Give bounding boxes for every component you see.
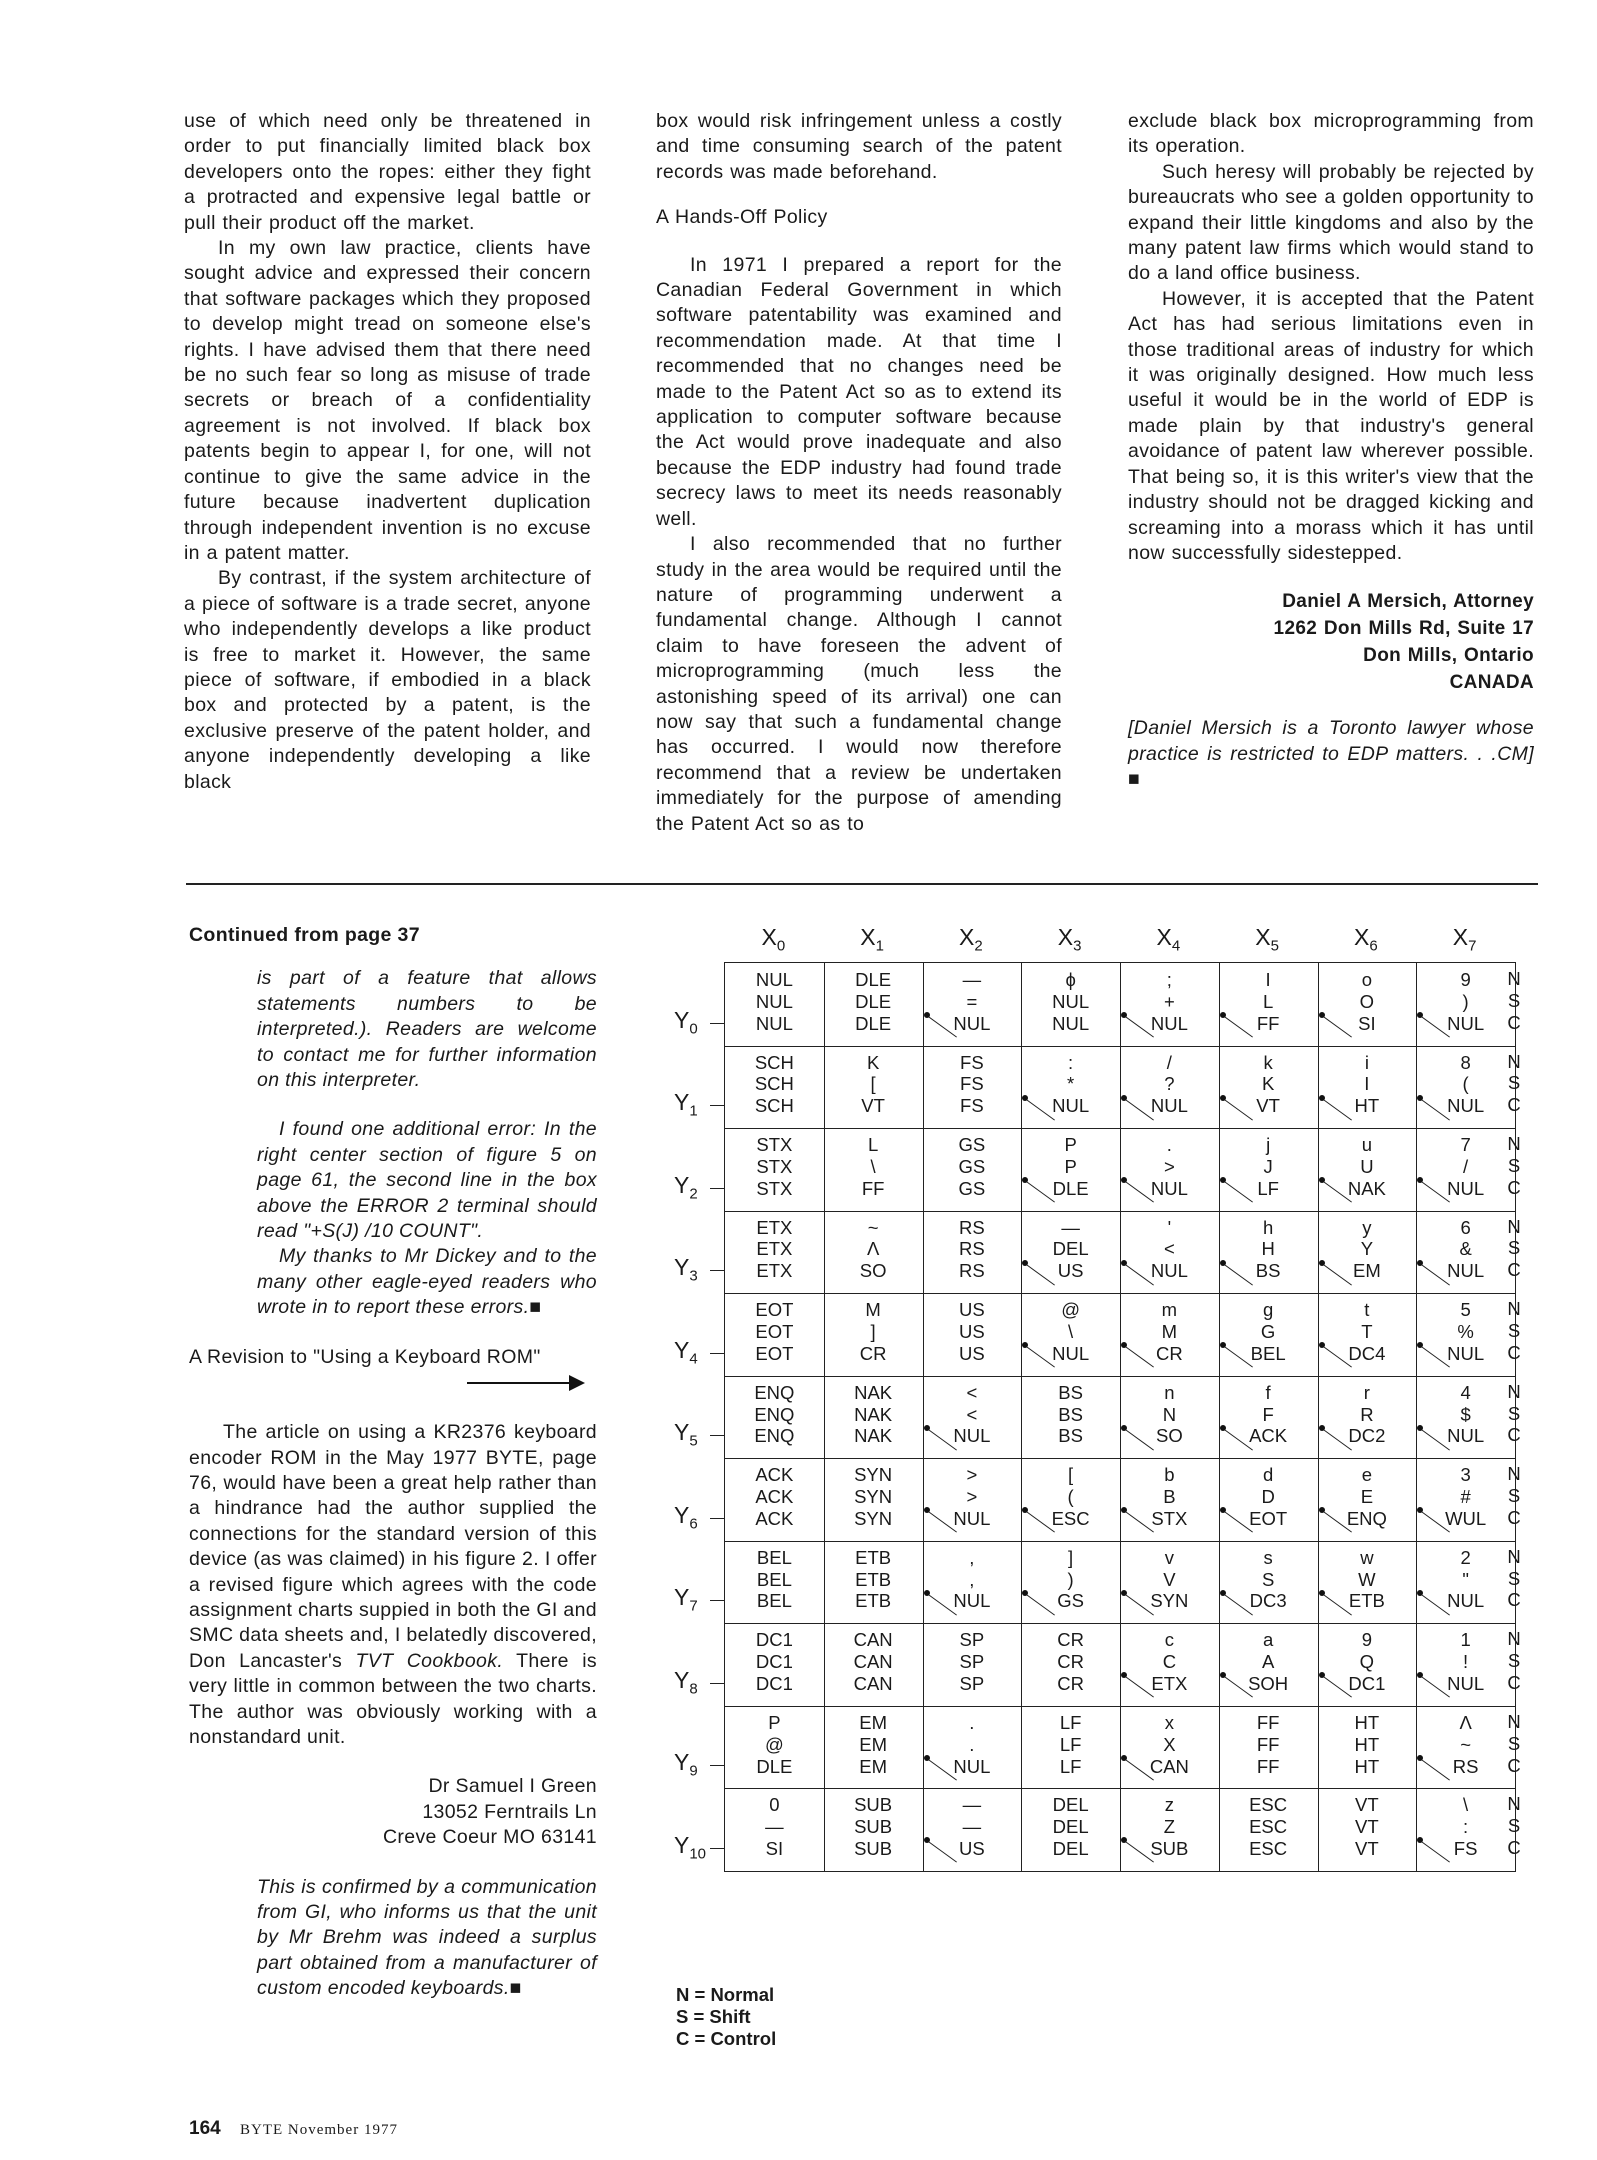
code-cell: t T DC4: [1348, 1299, 1386, 1364]
code-cell: i I HT: [1354, 1051, 1380, 1117]
y-header: $Y_3$: [674, 1254, 698, 1285]
section-divider: [186, 883, 1538, 885]
code-cell: o O SI: [1358, 969, 1376, 1034]
code-cell: NUL NUL NUL: [755, 969, 793, 1034]
code-cell: > > NUL: [953, 1464, 991, 1529]
code-cell: 5 % NUL: [1447, 1299, 1485, 1364]
end-mark-icon: ■: [1128, 768, 1141, 791]
x-header: $X_2$: [959, 924, 983, 955]
code-cell: 3 # WUL: [1445, 1464, 1487, 1529]
code-cell: . > NUL: [1150, 1134, 1188, 1199]
nsc-labels: N S C: [1507, 1380, 1521, 1446]
keyboard-code-figure: [670, 918, 1540, 2058]
quote-paragraph: is part of a feature that allows statements numbers to be interpreted.). Readers are welcome to contact me for further information on this interpreter.: [257, 967, 597, 1092]
code-cell: — = NUL: [953, 969, 991, 1034]
code-cell: ACK ACK ACK: [755, 1464, 794, 1529]
code-cell: STX STX STX: [756, 1134, 793, 1199]
code-cell: BEL BEL BEL: [756, 1546, 792, 1612]
code-cell: h H BS: [1255, 1216, 1281, 1282]
paragraph: exclude black box microprogramming from its operation.: [1128, 110, 1534, 158]
code-cell: d D EOT: [1249, 1464, 1288, 1529]
nsc-labels: N S C: [1507, 1133, 1521, 1198]
code-cell: CR CR CR: [1057, 1629, 1084, 1694]
y-header: $Y_{10}$: [674, 1832, 707, 1863]
code-cell: u U NAK: [1347, 1134, 1386, 1199]
code-cell: @ \ NUL: [1052, 1299, 1090, 1364]
code-cell: g G BEL: [1250, 1299, 1286, 1364]
x-header: $X_4$: [1156, 924, 1181, 955]
code-cell: / ? NUL: [1150, 1051, 1188, 1117]
errata-paragraph: I found one additional error: In the right center section of figure 5 on page 61, the second line in the box above the ERROR 2 terminal should read "+S(J) /10 COUNT".: [257, 1118, 597, 1243]
code-cell: z Z SUB: [1150, 1794, 1189, 1860]
y-header: $Y_1$: [674, 1089, 698, 1120]
y-header: $Y_5$: [674, 1419, 698, 1450]
code-cell: ' < NUL: [1150, 1216, 1188, 1282]
code-cell: [ ( ESC: [1051, 1464, 1090, 1529]
code-cell: DLE DLE DLE: [855, 969, 892, 1034]
editor-note: [Daniel Mersich is a Toronto lawyer whose practice is restricted to EDP matters. . .CM] ■: [1128, 717, 1534, 791]
code-cell: k K VT: [1256, 1051, 1280, 1117]
nsc-labels: N S C: [1507, 1463, 1521, 1528]
nsc-labels: N S C: [1507, 1050, 1521, 1116]
signature-line: CANADA: [1449, 672, 1534, 694]
code-cell: 2 " NUL: [1447, 1546, 1485, 1612]
column-2: [656, 109, 1062, 837]
paragraph: In my own law practice, clients have sought advice and expressed their concern that software packages which they proposed to develop might tread on someone else's rights. I have advised them that there need be no such fear so long as misuse of trade secrets or breach of a confidentiality agreement is not involved. If black box patents begin to appear I, for one, will not continue to give the same advice in the future because inadvertent duplication through independent invention is no excuse in a patent matter.: [184, 237, 591, 564]
y-tick: [710, 1848, 724, 1849]
code-cell: : * NUL: [1052, 1051, 1090, 1117]
legend: [676, 1984, 776, 2050]
code-cell: a A SOH: [1248, 1629, 1289, 1694]
nsc-labels: N S C: [1507, 1298, 1521, 1363]
code-cell: j J LF: [1257, 1134, 1279, 1199]
code-cell: RS RS RS: [959, 1216, 985, 1282]
code-cell: K [ VT: [861, 1051, 885, 1117]
paragraph: By contrast, if the system architecture of a piece of software is a trade secret, anyone who independently develops a like product is free to market it. However, the same piece of software, if embodied in a black box and protected by a patent, is the exclusive preserve of the patent holder, and anyone independently developing a like black: [184, 567, 591, 793]
code-cell: r R DC2: [1348, 1381, 1386, 1447]
code-cell: L \ FF: [861, 1134, 885, 1199]
code-cell: I L FF: [1256, 969, 1280, 1034]
y-tick: [710, 1435, 724, 1436]
paragraph: box would risk infringement unless a costly and time consuming search of the patent records was made beforehand.: [656, 110, 1062, 183]
code-cell: NAK NAK NAK: [854, 1381, 893, 1447]
code-cell: v V SYN: [1150, 1546, 1189, 1612]
code-cell: — — US: [959, 1794, 985, 1860]
column-3: [1128, 109, 1534, 793]
signature-line: 1262 Don Mills Rd, Suite 17: [1273, 618, 1534, 640]
y-header: $Y_6$: [674, 1501, 698, 1533]
y-tick: [710, 1600, 724, 1601]
code-cell: e E ENQ: [1346, 1464, 1387, 1529]
y-tick: [710, 1518, 724, 1519]
column-1: [184, 109, 591, 795]
code-cell: SP SP SP: [959, 1629, 985, 1694]
code-cell: FS FS FS: [960, 1051, 984, 1117]
y-tick: [710, 1188, 724, 1189]
y-tick: [710, 1023, 724, 1024]
code-cell: ETB ETB ETB: [855, 1546, 892, 1612]
paragraph: use of which need only be threatened in order to put financially limited black box developers onto the ropes: either they fight a protracted and expensive legal battle or pull their product off the market.: [184, 110, 591, 234]
nsc-labels: N S C: [1507, 1628, 1521, 1693]
code-cell: ; + NUL: [1150, 969, 1188, 1034]
magazine-name: BYTE November 1977: [239, 2122, 398, 2138]
code-cell: SCH SCH SCH: [754, 1051, 794, 1117]
arrow-icon: [189, 1370, 597, 1396]
paragraph: The article on using a KR2376 keyboard encoder ROM in the May 1977 BYTE, page 76, would have been a great help rather than a hindrance had the author supplied the connections for the standard version of this device (as was claimed) in his figure 2. I offer a revised figure which agrees with the code assignment charts suppied in both the GI and SMC data sheets and, I belatedly discovered, Don Lancaster's TVT Cookbook. There is very little in common between the two charts. The author was obviously working with a nonstandard unit.: [189, 1421, 597, 1748]
code-cell: GS GS GS: [958, 1134, 986, 1199]
code-cell: f F ACK: [1249, 1381, 1288, 1447]
legend-item: N = Normal: [676, 1984, 775, 2005]
signature-line: 13052 Ferntrails Ln: [422, 1800, 597, 1823]
y-tick: [710, 1683, 724, 1684]
section-heading: A Hands-Off Policy: [656, 206, 828, 229]
x-header: $X_1$: [860, 924, 884, 955]
code-cell: ENQ ENQ ENQ: [754, 1381, 795, 1447]
paragraph: However, it is accepted that the Patent Act has had serious limitations even in those traditional areas of industry for which it was originally designed. How much less useful it would be in the world of EDP is made plain by that industry's general avoidance of patent law wherever possible. That being so, it is this writer's view that the industry should not be dragged kicking and screaming into a morass which it has until now successfully sidestepped.: [1128, 287, 1534, 564]
y-header: $Y_8$: [674, 1666, 698, 1698]
code-cell: \ : FS: [1453, 1794, 1478, 1860]
page-footer: [189, 2118, 398, 2140]
y-header: $Y_4$: [674, 1336, 698, 1368]
paragraph: In 1971 I prepared a report for the Canadian Federal Government in which software patentability was examined and recommendation made. At that time I recommended that no changes need be made to the Patent Act so as to extend its application to computer software because the Act would prove inadequate and also because the EDP industry had found trade secrecy laws to meet its needs reasonably well.: [656, 253, 1062, 530]
lower-left-column: [189, 923, 597, 2002]
code-cell: . . NUL: [953, 1711, 991, 1777]
code-cell: LF LF LF: [1059, 1711, 1082, 1777]
code-cell: Λ ~ RS: [1452, 1711, 1479, 1777]
signature-line: Don Mills, Ontario: [1363, 645, 1534, 667]
nsc-labels: N S C: [1507, 968, 1521, 1033]
code-cell: US US US: [959, 1299, 985, 1364]
code-cell: ESC ESC ESC: [1249, 1794, 1288, 1860]
code-cell: CAN CAN CAN: [853, 1629, 893, 1694]
page-number: 164: [189, 2118, 221, 2139]
end-mark-icon: ■: [509, 1977, 522, 2000]
code-cell: P P DLE: [1052, 1134, 1089, 1199]
code-cell: w W ETB: [1348, 1546, 1385, 1612]
y-tick: [710, 1270, 724, 1271]
section-heading: A Revision to "Using a Keyboard ROM": [189, 1345, 541, 1368]
nsc-labels: N S C: [1507, 1215, 1521, 1281]
code-cell: FF FF FF: [1256, 1711, 1280, 1777]
signature-line: Dr Samuel I Green: [428, 1775, 597, 1798]
code-cell: ϕ NUL NUL: [1052, 969, 1090, 1034]
end-mark-icon: ■: [529, 1296, 542, 1319]
thanks-paragraph: My thanks to Mr Dickey and to the many other eagle-eyed readers who wrote in to report these errors.■: [257, 1245, 597, 1319]
code-cell: 8 ( NUL: [1447, 1051, 1485, 1117]
code-cell: 1 ! NUL: [1447, 1629, 1485, 1694]
paragraph: I also recommended that no further study in the area would be required until the nature of programming underwent a fundamental change. Although I cannot claim to have foreseen the advent of microprogramming (much less the astonishing speed of its arrival) one can now say that such a fundamental change has occurred. I would now therefore recommend that a review be undertaken immediately for the purpose of amending the Patent Act so as to: [656, 533, 1062, 835]
code-cell: ] ) GS: [1057, 1546, 1084, 1612]
code-cell: VT VT VT: [1355, 1794, 1379, 1860]
code-cell: 4 $ NUL: [1447, 1381, 1485, 1447]
code-cell: 6 & NUL: [1447, 1216, 1485, 1282]
code-cell: DC1 DC1 DC1: [755, 1629, 793, 1694]
nsc-labels: N S C: [1507, 1793, 1521, 1859]
code-cell: — DEL US: [1052, 1216, 1089, 1282]
code-cell: BS BS BS: [1058, 1381, 1083, 1447]
y-tick: [710, 1105, 724, 1106]
x-header: $X_7$: [1452, 924, 1477, 955]
signature-line: Daniel A Mersich, Attorney: [1282, 591, 1534, 613]
code-cell: m M CR: [1156, 1299, 1183, 1364]
nsc-labels: N S C: [1507, 1710, 1521, 1776]
code-cell: 9 ) NUL: [1447, 969, 1485, 1034]
signature-line: Creve Coeur MO 63141: [382, 1826, 597, 1849]
paragraph: Such heresy will probably be rejected by bureaucrats who see a golden opportunity to expand their little kingdoms and also by the many patent law firms which would stand to do a land office business.: [1128, 160, 1534, 285]
legend-item: C = Control: [676, 2028, 777, 2049]
y-header: $Y_7$: [674, 1584, 698, 1615]
code-cell: 0 — SI: [765, 1794, 784, 1860]
code-cell: DEL DEL DEL: [1052, 1794, 1089, 1860]
code-cell: EM EM EM: [859, 1711, 887, 1777]
code-cell: , , NUL: [953, 1546, 991, 1612]
code-cell: < < NUL: [953, 1381, 991, 1447]
code-cell: ETX ETX ETX: [756, 1216, 793, 1282]
y-tick: [710, 1353, 724, 1354]
code-cell: EOT EOT EOT: [755, 1299, 794, 1364]
code-cell: HT HT HT: [1354, 1711, 1380, 1777]
nsc-labels: N S C: [1507, 1545, 1521, 1611]
y-tick: [710, 1765, 724, 1766]
legend-item: S = Shift: [676, 2006, 751, 2027]
confirm-paragraph: This is confirmed by a communication from GI, who informs us that the unit by Mr Brehm was indeed a surplus part obtained from a manufacturer of custom encoded keyboards.■: [257, 1875, 597, 2000]
code-cell: 7 / NUL: [1447, 1134, 1485, 1199]
code-cell: y Y EM: [1353, 1216, 1381, 1282]
code-grid: [724, 962, 1516, 1872]
y-header: $Y_2$: [674, 1171, 698, 1203]
code-cell: c C ETX: [1151, 1629, 1188, 1694]
code-cell: s S DC3: [1249, 1546, 1287, 1612]
y-header: $Y_0$: [674, 1006, 698, 1038]
x-header: $X_0$: [761, 924, 786, 955]
code-cell: SYN SYN SYN: [854, 1464, 893, 1529]
code-cell: ~ Λ SO: [859, 1216, 887, 1282]
code-cell: SUB SUB SUB: [854, 1794, 893, 1860]
x-header: $X_5$: [1255, 924, 1279, 955]
code-cell: b B STX: [1151, 1464, 1188, 1529]
code-cell: M ] CR: [859, 1299, 887, 1364]
code-cell: P @ DLE: [756, 1711, 793, 1777]
code-cell: n N SO: [1156, 1381, 1183, 1447]
code-cell: 9 Q DC1: [1348, 1629, 1386, 1694]
code-cell: x X CAN: [1149, 1711, 1189, 1777]
continued-label: Continued from page 37: [189, 924, 420, 946]
x-header: $X_3$: [1057, 924, 1082, 955]
x-header: $X_6$: [1354, 924, 1378, 955]
y-header: $Y_9$: [674, 1749, 698, 1781]
